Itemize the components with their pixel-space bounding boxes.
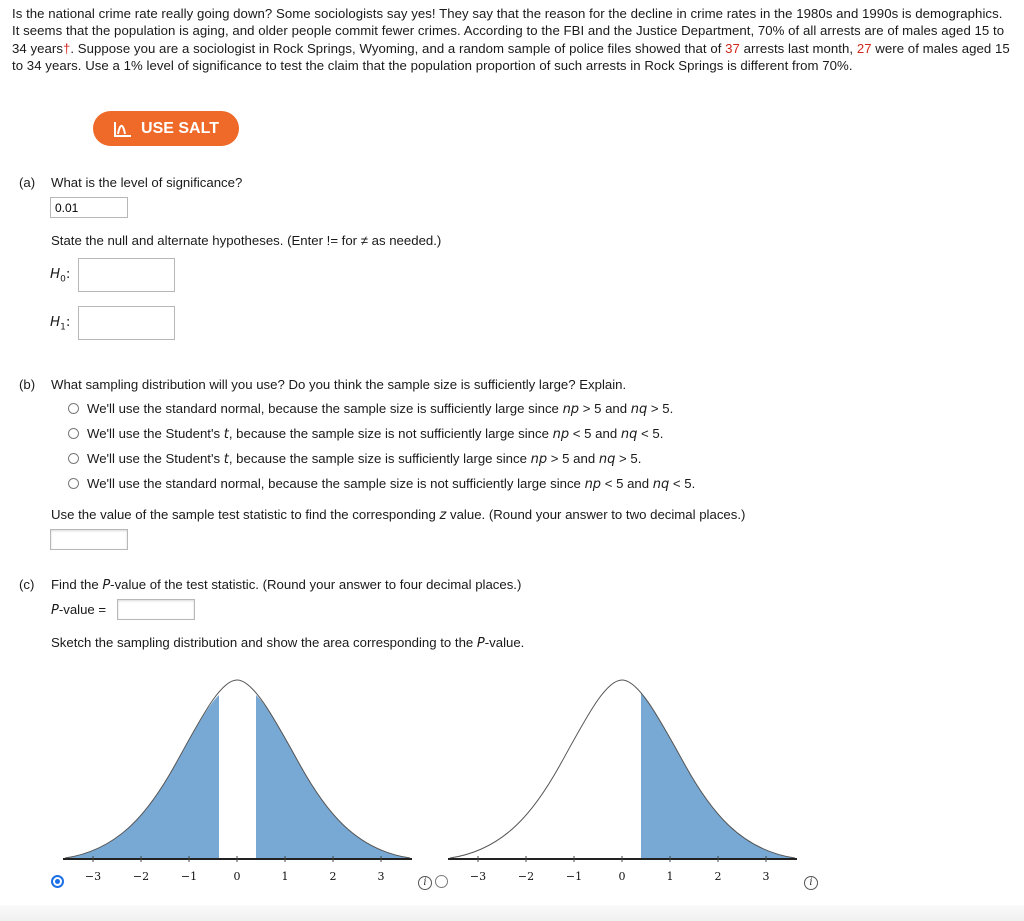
hypotheses-prompt: State the null and alternate hypotheses. (Enter != for ≠ as needed.) xyxy=(51,233,442,248)
problem-text-2: . Suppose you are a sociologist in Rock Springs, Wyoming, and a random sample of police files showed that of xyxy=(70,40,726,56)
option-text-3: We'll use the Student's t, because the sample size is sufficiently large since np > 5 and nq > 5. xyxy=(87,451,642,467)
graph2-tick-label: 0 xyxy=(618,870,626,883)
graph2-tick-label: −3 xyxy=(469,870,487,883)
part-c-marker: (c) xyxy=(19,577,35,592)
part-c-question: Find the P-value of the test statistic. (Round your answer to four decimal places.) xyxy=(51,577,522,593)
use-salt-label: USE SALT xyxy=(141,119,219,137)
salt-chart-icon xyxy=(113,120,133,138)
graph2-tick-label: 1 xyxy=(666,870,674,883)
option-radio-2[interactable] xyxy=(68,428,79,439)
graph2-curve xyxy=(450,680,795,858)
graph1-tick-label: 2 xyxy=(329,870,337,883)
part-a-marker: (a) xyxy=(19,175,36,190)
info-icon[interactable]: i xyxy=(418,876,432,890)
problem-text-3: arrests last month, xyxy=(739,40,857,56)
graph1-tick-label: −3 xyxy=(84,870,102,883)
graph2-tick-label: 2 xyxy=(714,870,722,883)
h1-input[interactable] xyxy=(78,306,175,340)
graph-radio-2[interactable] xyxy=(435,875,448,888)
successes-value: 27 xyxy=(856,40,872,56)
option-text-4: We'll use the standard normal, because the sample size is not sufficiently large since np < 5 and nq < 5. xyxy=(87,476,696,492)
dagger-footnote-link[interactable]: † xyxy=(62,40,71,56)
option-text-1: We'll use the standard normal, because the sample size is sufficiently large since np > 5 and nq > 5. xyxy=(87,401,674,417)
sample-size-value: 37 xyxy=(725,40,740,56)
graph-option-1[interactable] xyxy=(63,680,412,883)
bottom-bar xyxy=(0,905,1024,921)
problem-text-1: Is the national crime rate really going down? Some sociologists say yes! They say that the reason for the decline in crime rates in the 1980s and 1990s is demographics. It seems that the population is aging, and older people commit fewer crimes. According to the FBI and the Justice Department, 70% of all arrests are of males aged 15 to 34 years xyxy=(12,6,1005,56)
option-radio-3[interactable] xyxy=(68,453,79,464)
graph1-tick-label: 0 xyxy=(233,870,241,883)
graph2-right-tail xyxy=(641,693,795,859)
h1-label: $H_1$: xyxy=(50,314,71,333)
graph1-right-tail xyxy=(256,695,410,859)
sketch-prompt: Sketch the sampling distribution and show the area corresponding to the P-value. xyxy=(51,635,525,651)
significance-input[interactable] xyxy=(50,197,128,218)
z-prompt: Use the value of the sample test statistic to find the corresponding z value. (Round your answer to two decimal places.) xyxy=(51,507,746,523)
part-b-marker: (b) xyxy=(19,377,36,392)
h0-label: $H_0$: xyxy=(50,266,71,285)
graph1-left-tail xyxy=(65,695,219,859)
z-value-input[interactable] xyxy=(50,529,128,550)
option-text-2: We'll use the Student's t, because the sample size is not sufficiently large since np < 5 and nq < 5. xyxy=(87,426,664,442)
pvalue-label: P-value = xyxy=(51,602,107,618)
part-a-question: What is the level of significance? xyxy=(51,175,243,190)
use-salt-button[interactable] xyxy=(93,111,239,146)
graphs-area xyxy=(0,660,1024,900)
graph-radio-1[interactable] xyxy=(51,875,64,888)
option-radio-1[interactable] xyxy=(68,403,79,414)
info-icon[interactable]: i xyxy=(804,876,818,890)
graph-option-2[interactable] xyxy=(448,680,797,883)
graph2-tick-label: −1 xyxy=(565,870,583,883)
part-b-question: What sampling distribution will you use? Do you think the sample size is sufficiently large? Explain. xyxy=(51,377,627,392)
graph2-tick-label: 3 xyxy=(762,870,770,883)
graph2-tick-label: −2 xyxy=(517,870,535,883)
pvalue-input[interactable] xyxy=(117,599,195,620)
problem-statement xyxy=(12,5,1012,74)
option-radio-4[interactable] xyxy=(68,478,79,489)
h0-input[interactable] xyxy=(78,258,175,292)
graph1-tick-label: 3 xyxy=(377,870,385,883)
graph1-tick-label: 1 xyxy=(281,870,289,883)
graph1-curve xyxy=(65,680,410,858)
problem-text-4: were of males aged 15 to 34 years. Use a 1% level of significance to test the claim that the population proportion of such arrests in Rock Springs is different from 70%. xyxy=(12,40,1010,73)
graph1-tick-label: −1 xyxy=(180,870,198,883)
graph1-tick-label: −2 xyxy=(132,870,150,883)
